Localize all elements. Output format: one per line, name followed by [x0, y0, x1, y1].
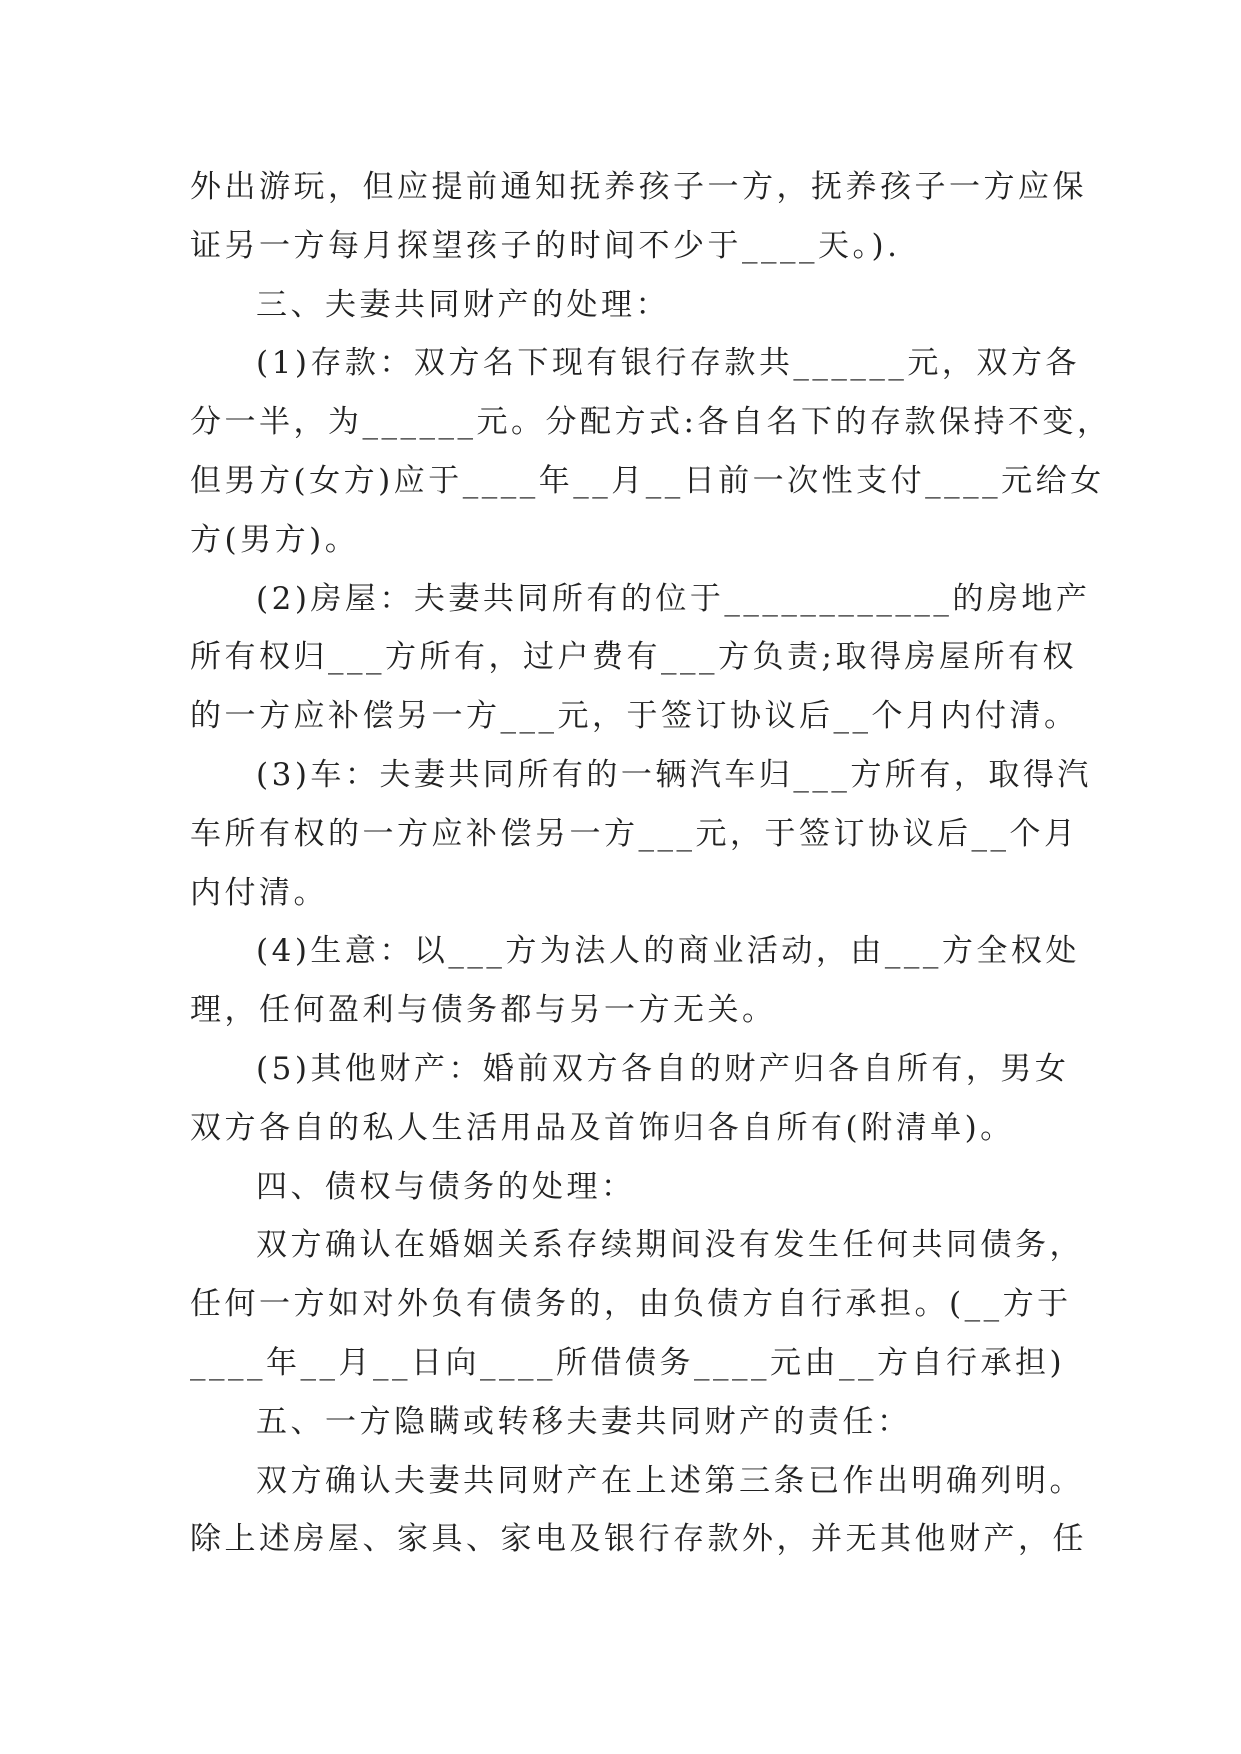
- text-line: 但男方(女方)应于____年__月__日前一次性支付____元给女: [190, 462, 1105, 499]
- text-line: 证另一方每月探望孩子的时间不少于____天。).: [190, 227, 901, 264]
- document-body: [190, 158, 1112, 1569]
- text-line: 双方确认在婚姻关系存续期间没有发生任何共同债务，: [256, 1227, 1084, 1264]
- section-heading: 五、一方隐瞒或转移夫妻共同财产的责任：: [256, 1403, 912, 1440]
- text-line: (2)房屋：夫妻共同所有的位于____________的房地产: [256, 580, 1091, 617]
- text-line: 的一方应补偿另一方___元，于签订协议后__个月内付清。: [190, 698, 1079, 735]
- text-line: 所有权归___方所有，过户费有___方负责;取得房屋所有权: [190, 639, 1077, 676]
- section-heading: 四、债权与债务的处理：: [256, 1168, 636, 1205]
- text-line: ____年__月__日向____所借债务____元由__方自行承担): [190, 1344, 1066, 1381]
- text-line: 理，任何盈利与债务都与另一方无关。: [190, 992, 777, 1029]
- text-line: 任何一方如对外负有债务的，由负债方自行承担。(__方于: [190, 1286, 1072, 1323]
- text-line: (1)存款：双方名下现有银行存款共______元，双方各: [256, 345, 1080, 382]
- text-line: 双方确认夫妻共同财产在上述第三条已作出明确列明。: [256, 1462, 1084, 1499]
- text-line: 分一半，为______元。分配方式:各自名下的存款保持不变，: [190, 404, 1112, 441]
- text-line: 车所有权的一方应补偿另一方___元，于签订协议后__个月: [190, 815, 1079, 852]
- text-line: (3)车：夫妻共同所有的一辆汽车归___方所有，取得汽: [256, 756, 1092, 793]
- section-heading: 三、夫妻共同财产的处理：: [256, 286, 670, 323]
- text-line: (5)其他财产：婚前双方各自的财产归各自所有，男女: [256, 1050, 1070, 1087]
- text-line: (4)生意：以___方为法人的商业活动，由___方全权处: [256, 933, 1080, 970]
- text-line: 除上述房屋、家具、家电及银行存款外，并无其他财产，任: [190, 1521, 1087, 1558]
- text-line: 双方各自的私人生活用品及首饰归各自所有(附清单)。: [190, 1109, 1015, 1146]
- text-line: 方(男方)。: [190, 521, 360, 558]
- text-line: 内付清。: [190, 874, 328, 911]
- text-line: 外出游玩，但应提前通知抚养孩子一方，抚养孩子一方应保: [190, 169, 1087, 205]
